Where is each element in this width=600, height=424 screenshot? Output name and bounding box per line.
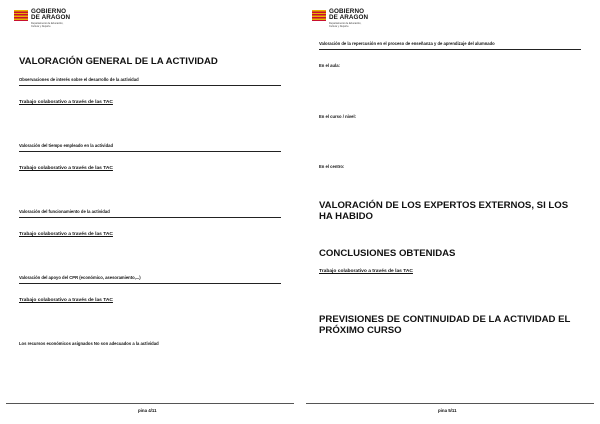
trabajo-colaborativo-link-1[interactable]: Trabajo colaborativo a través de las TAC <box>19 100 113 105</box>
logo-subtitle-1: Departamento de Educación, <box>31 21 64 25</box>
aragon-flag-icon <box>312 10 326 21</box>
trabajo-colaborativo-link-2[interactable]: Trabajo colaborativo a través de las TAC <box>19 166 113 171</box>
section-heading-valoracion-general: VALORACIÓN GENERAL DE LA ACTIVIDAD <box>19 56 218 67</box>
en-el-centro-label: En el centro: <box>319 164 345 169</box>
page-number: pina 4/11 <box>138 408 157 413</box>
apoyo-cpr-label: Valoración del apoyo del CPR (económico, asesoramiento,...) <box>19 275 141 280</box>
divider <box>19 283 281 284</box>
funcionamiento-label: Valoración del funcionamiento de la actividad <box>19 209 110 214</box>
en-el-curso-label: En el curso / nivel: <box>319 114 357 119</box>
trabajo-colaborativo-link-5[interactable]: Trabajo colaborativo a través de las TAC <box>319 269 413 274</box>
section-heading-conclusiones: CONCLUSIONES OBTENIDAS <box>319 248 456 259</box>
divider <box>19 151 281 152</box>
trabajo-colaborativo-link-3[interactable]: Trabajo colaborativo a través de las TAC <box>19 232 113 237</box>
footer-divider <box>6 403 294 404</box>
divider <box>19 217 281 218</box>
gobierno-aragon-logo <box>14 9 70 28</box>
footer-divider <box>306 403 594 404</box>
logo-subtitle-2: Cultura y Deporte <box>31 24 51 28</box>
logo-line-2: DE ARAGON <box>31 14 71 22</box>
logo-subtitle-1: Departamento de Educación, <box>329 21 362 25</box>
repercusion-label: Valoración de la repercusión en el proceso de enseñanza y de aprendizaje del alumnado <box>319 41 495 46</box>
gobierno-aragon-logo <box>312 9 368 28</box>
trabajo-colaborativo-link-4[interactable]: Trabajo colaborativo a través de las TAC <box>19 298 113 303</box>
section-heading-previsiones: PREVISIONES DE CONTINUIDAD DE LA ACTIVIDAD EL PRÓXIMO CURSO <box>319 314 571 336</box>
logo-line-1: GOBIERNO <box>329 8 365 15</box>
tiempo-label: Valoración del tiempo empleado en la actividad <box>19 143 114 148</box>
recursos-economicos-note: Los recursos económicos asignados No son adecuados a la actividad <box>19 341 159 346</box>
logo-line-1: GOBIERNO <box>31 8 67 15</box>
divider <box>319 49 581 50</box>
logo-subtitle-2: Cultura y Deporte <box>329 24 349 28</box>
aragon-flag-icon <box>14 10 28 21</box>
section-heading-expertos: VALORACIÓN DE LOS EXPERTOS EXTERNOS, SI LOS HA HABIDO <box>319 200 569 222</box>
observaciones-label: Observaciones de interés sobre el desarrollo de la actividad <box>19 77 139 82</box>
divider <box>19 85 281 86</box>
page-number: pina 5/11 <box>438 408 457 413</box>
document-page-5 <box>300 0 600 424</box>
en-el-aula-label: En el aula: <box>319 63 340 68</box>
logo-line-2: DE ARAGON <box>329 14 369 22</box>
